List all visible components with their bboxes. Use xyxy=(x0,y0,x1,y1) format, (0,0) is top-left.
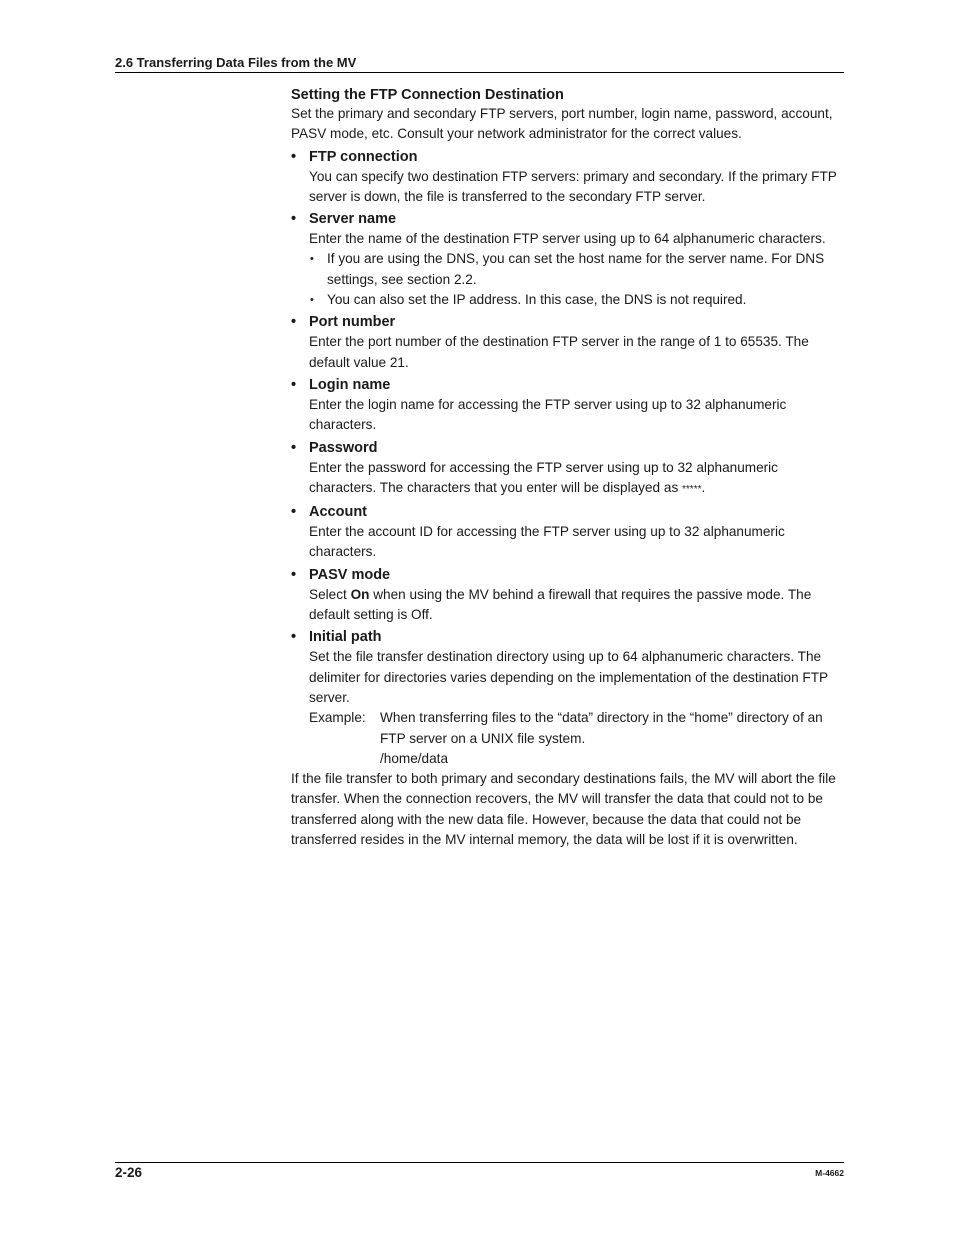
example-path: /home/data xyxy=(380,750,449,766)
intro-paragraph: Set the primary and secondary FTP servers, port number, login name, password, account, PASV mode, etc. Consult your network administrator for the correct values. xyxy=(291,106,833,142)
item-body xyxy=(291,229,847,310)
bullet-icon: • xyxy=(291,376,297,393)
item-title xyxy=(291,375,847,395)
page-number: 2-26 xyxy=(115,1165,143,1180)
bullet-icon: • xyxy=(291,211,297,228)
item-server-name xyxy=(291,209,847,310)
item-body-text: when using the MV behind a firewall that requires the passive mode. The default setting is Off. xyxy=(309,586,812,623)
page-header xyxy=(115,54,844,73)
item-body-text: Set the file transfer destination directory using up to 64 alphanumeric characters. The delimiter for directories varies depending on the implementation of the destination FTP server. xyxy=(309,649,828,705)
item-title-text: FTP connection xyxy=(309,148,418,165)
note-item xyxy=(309,249,847,290)
item-body: Enter the account ID for accessing the FTP server using up to 32 alphanumeric characters. xyxy=(309,524,785,560)
item-initial-path xyxy=(291,627,847,769)
item-body xyxy=(291,585,847,626)
password-mask: ***** xyxy=(682,483,702,495)
setting-value-on: On xyxy=(350,586,370,602)
item-login-name xyxy=(291,375,847,436)
item-title-text: Password xyxy=(309,439,378,456)
main-content xyxy=(291,86,847,850)
section-title: Setting the FTP Connection Destination xyxy=(291,87,564,103)
sentence-end: . xyxy=(701,479,706,495)
item-title xyxy=(291,147,847,167)
item-title-text: Login name xyxy=(309,376,391,393)
bullet-icon: • xyxy=(291,629,297,646)
bullet-icon: • xyxy=(291,566,297,583)
item-body-text: Enter the name of the destination FTP server using up to 64 alphanumeric characters. xyxy=(309,231,826,247)
item-body xyxy=(291,647,847,769)
item-title-text: PASV mode xyxy=(309,566,391,583)
item-pasv-mode xyxy=(291,565,847,626)
note-text: If you are using the DNS, you can set the host name for the server name. For DNS settings, see section 2.2. xyxy=(327,251,825,287)
document-code: M-4662 xyxy=(815,1168,844,1178)
note-item xyxy=(309,290,847,310)
item-title xyxy=(291,627,847,647)
item-title xyxy=(291,502,847,522)
item-ftp-connection xyxy=(291,147,847,208)
bullet-icon: • xyxy=(291,504,297,521)
item-body xyxy=(291,458,847,501)
item-port-number xyxy=(291,312,847,373)
note-text: You can also set the IP address. In this case, the DNS is not required. xyxy=(327,292,747,308)
item-body: Enter the port number of the destination FTP server in the range of 1 to 65535. The default value 21. xyxy=(309,334,809,370)
item-account xyxy=(291,502,847,563)
item-title-text: Server name xyxy=(309,211,397,228)
page-footer xyxy=(115,1162,844,1180)
example-text: When transferring files to the “data” directory in the “home” directory of an FTP server on a UNIX file system. xyxy=(380,710,823,746)
item-body: You can specify two destination FTP servers: primary and secondary. If the primary FTP server is down, the file is transferred to the secondary FTP server. xyxy=(309,168,837,204)
item-title xyxy=(291,312,847,332)
item-title xyxy=(291,565,847,585)
bullet-icon: • xyxy=(291,439,297,456)
item-body-text: Select xyxy=(309,586,351,602)
item-password xyxy=(291,438,847,501)
item-title-text: Port number xyxy=(309,314,396,331)
bullet-icon: • xyxy=(291,314,297,331)
example-block xyxy=(309,708,847,769)
item-body-text: Enter the password for accessing the FTP server using up to 32 alphanumeric characters. The characters that you enter will be displayed as xyxy=(309,459,778,495)
bullet-icon: • xyxy=(291,148,297,165)
sub-bullet-icon: • xyxy=(310,294,314,307)
closing-paragraph: If the file transfer to both primary and secondary destinations fails, the MV will abort the file transfer. When the connection recovers, the MV will transfer the data that could not to be transferred along with the new data file. However, because the data that could not be transferred resides in the MV internal memory, the data will be lost if it is overwritten. xyxy=(291,771,836,848)
item-title-text: Initial path xyxy=(309,629,382,646)
sub-bullet-icon: • xyxy=(310,253,314,266)
item-title xyxy=(291,209,847,229)
section-heading: 2.6 Transferring Data Files from the MV xyxy=(115,55,357,70)
item-body: Enter the login name for accessing the FTP server using up to 32 alphanumeric characters. xyxy=(309,396,787,433)
item-title-text: Account xyxy=(309,504,367,521)
item-title xyxy=(291,438,847,458)
example-label: Example: xyxy=(309,710,366,726)
